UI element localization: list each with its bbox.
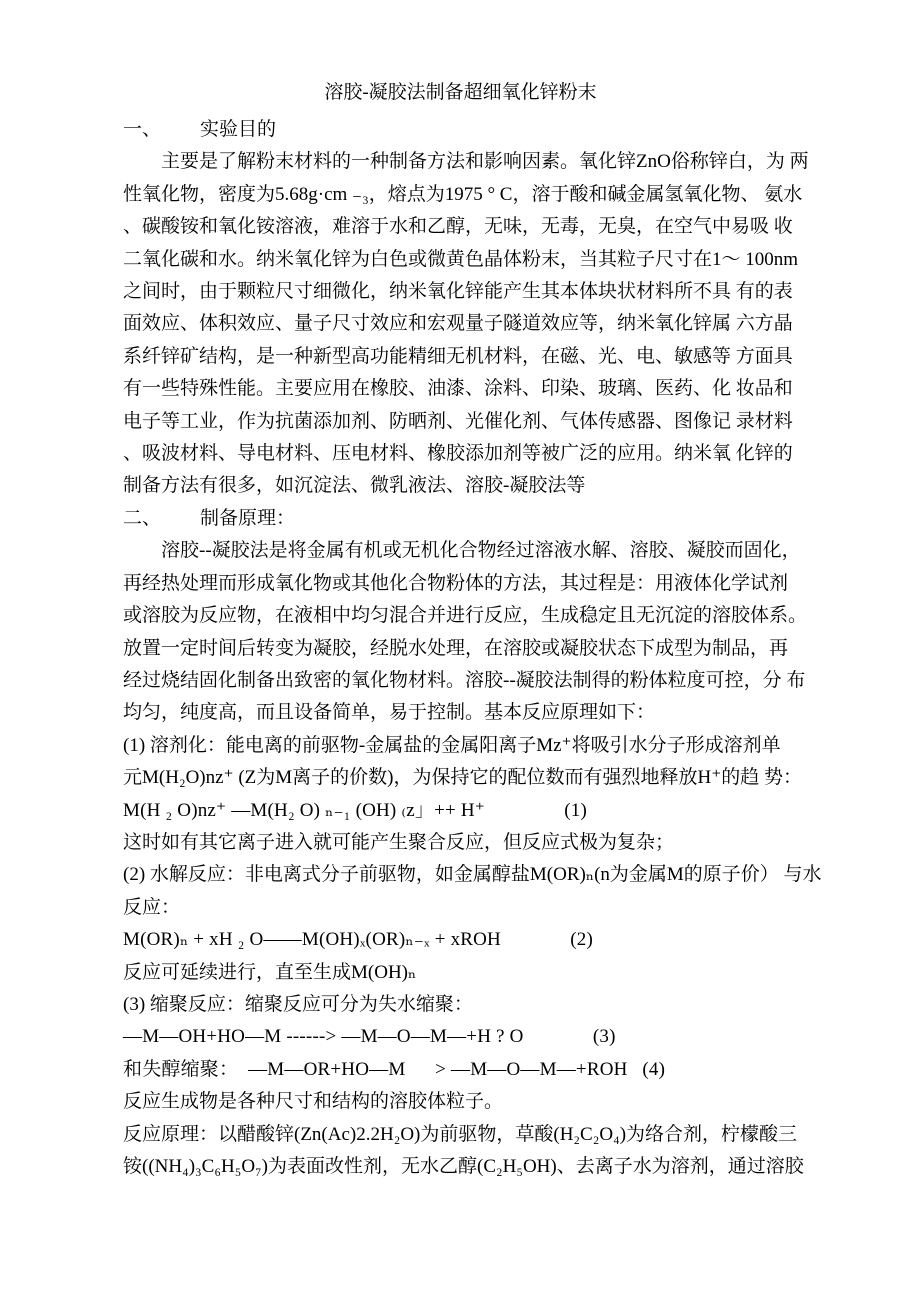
section-1-title: 实验目的 <box>200 119 277 140</box>
paragraph-line: 有一些特殊性能。主要应用在橡胶、油漆、涂料、印染、玻璃、医药、化 妆品和 <box>123 378 793 400</box>
list-item-condensation: (3) 缩聚反应：缩聚反应可分为失水缩聚： <box>123 993 473 1015</box>
paragraph-line: 性氧化物，密度为5.68g·cm ₋₃，熔点为1975 ° C，溶于酸和碱金属氢氧化物、 氨水 <box>123 183 803 205</box>
paragraph-line: 主要是了解粉末材料的一种制备方法和影响因素。氧化锌ZnO俗称锌白，为 两 <box>161 151 809 173</box>
section-2-number: 二、 <box>123 507 162 529</box>
paragraph-line: 之间时，由于颗粒尺寸细微化，纳米氧化锌能产生其本体块状材料所不具 有的表 <box>123 281 793 303</box>
paragraph-line: 反应原理：以醋酸锌(Zn(Ac)2.2H₂O)为前驱物，草酸(H₂C₂O₄)为络合剂，柠檬酸三 <box>123 1123 798 1145</box>
paragraph-line: 反应： <box>123 896 181 918</box>
paragraph-line: 二氧化碳和水。纳米氧化锌为白色或微黄色晶体粉末，当其粒子尺寸在1〜 100nm <box>123 248 799 270</box>
section-heading-1 <box>123 114 798 146</box>
section-2-title: 制备原理： <box>200 507 296 529</box>
formula-line-4: 和失醇缩聚： —M—OR+HO—M > —M—O—M—+ROH (4) <box>123 1058 666 1080</box>
section-1-number: 一、 <box>123 119 162 140</box>
paragraph-line: 或溶胶为反应物，在液相中均匀混合并进行反应，生成稳定且无沉淀的溶胶体系。 <box>123 605 808 627</box>
formula-line-3: —M—OH+HO—M ------> —M—O—M—+H ? O (3) <box>123 1026 616 1048</box>
section-heading-2 <box>123 503 798 535</box>
list-item-hydrolysis: (2) 水解反应：非电离式分子前驱物，如金属醇盐M(OR)ₙ(n为金属M的原子价） 与水 <box>123 864 822 886</box>
paragraph-line: 电子等工业，作为抗菌添加剂、防晒剂、光催化剂、气体传感器、图像记 录材料 <box>123 410 793 432</box>
page-title: 溶胶-凝胶法制备超细氧化锌粉末 <box>324 82 597 103</box>
paragraph-line: 溶胶--凝胶法是将金属有机或无机化合物经过溶液水解、溶胶、凝胶而固化， <box>161 540 801 562</box>
paragraph-line: 这时如有其它离子进入就可能产生聚合反应，但反应式极为复杂； <box>123 831 675 853</box>
paragraph-line: 经过烧结固化制备出致密的氧化物材料。溶胶--凝胶法制得的粉体粒度可控，分 布 <box>123 669 806 691</box>
list-item-solvation: (1) 溶剂化：能电离的前驱物-金属盐的金属阳离子Mz⁺将吸引水分子形成溶剂单 <box>123 734 781 756</box>
paragraph-line: 放置一定时间后转变为凝胶，经脱水处理，在溶胶或凝胶状态下成型为制品，再 <box>123 637 789 659</box>
paragraph-line: 反应可延续进行，直至生成M(OH)ₙ <box>123 961 417 983</box>
paragraph-line: 、碳酸铵和氧化铵溶液，难溶于水和乙醇，无味，无毒，无臭，在空气中易吸 收 <box>123 216 793 238</box>
paragraph-line: 制备方法有很多，如沉淀法、微乳液法、溶胶-凝胶法等 <box>123 475 586 497</box>
paragraph-line: 反应生成物是各种尺寸和结构的溶胶体粒子。 <box>123 1091 504 1113</box>
formula-line-1: M(H ₂ O)nz⁺ —M(H₂ O) ₙ₋₁ (OH) ₍z」++ H⁺ (1) <box>123 799 587 821</box>
paragraph-line: 再经热处理而形成氧化物或其他化合物粉体的方法，其过程是：用液体化学试剂 <box>123 572 789 594</box>
paragraph-line: 系纤锌矿结构，是一种新型高功能精细无机材料，在磁、光、电、敏感等 方面具 <box>123 345 793 367</box>
paragraph-line: 铵((NH₄)₃C₆H₅O₇)为表面改性剂，无水乙醇(C₂H₅OH)、去离子水为溶剂，通过溶胶 <box>123 1156 804 1177</box>
paragraph-line: 、吸波材料、导电材料、压电材料、橡胶添加剂等被广泛的应用。纳米氧 化锌的 <box>123 443 793 465</box>
paragraph-line: 面效应、体积效应、量子尺寸效应和宏观量子隧道效应等，纳米氧化锌属 六方晶 <box>123 313 793 335</box>
paragraph-line: 元M(H₂O)nz⁺ (Z为M离子的价数)，为保持它的配位数而有强烈地释放H⁺的趋 势： <box>123 767 802 789</box>
paragraph-line: 均匀，纯度高，而且设备简单，易于控制。基本反应原理如下： <box>123 702 656 724</box>
formula-line-2: M(OR)ₙ + xH ₂ O——M(OH)ₓ(OR)ₙ₋ₓ + xROH (2) <box>123 929 594 951</box>
